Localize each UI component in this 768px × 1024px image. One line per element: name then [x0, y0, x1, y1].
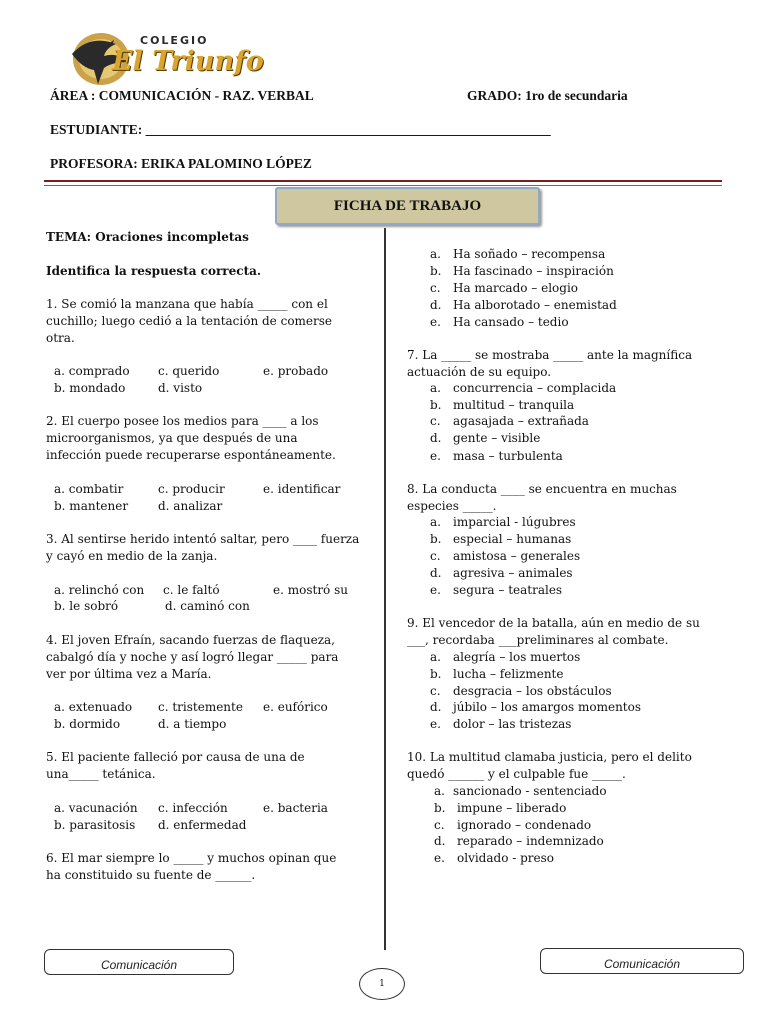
option-text: olvidado - preso [457, 851, 555, 865]
question-line: 2. El cuerpo posee los medios para ____ a los [46, 414, 319, 428]
option-letter: c. [434, 818, 445, 832]
option-text: imparcial - lúgubres [453, 515, 576, 529]
option-letter: a. [430, 381, 441, 395]
question-8 [407, 481, 677, 515]
option-letter: e. [430, 449, 441, 463]
option-text: segura – teatrales [453, 583, 563, 597]
question-6 [46, 850, 336, 884]
option-text: especial – humanas [453, 532, 572, 546]
ficha-title-box [275, 187, 540, 225]
option-letter: d. [434, 834, 446, 848]
option: c. producir [158, 482, 225, 496]
option: e. eufórico [263, 700, 328, 714]
option-text: Ha soñado – recompensa [453, 247, 606, 261]
area-label: ÁREA : COMUNICACIÓN - RAZ. VERBAL [50, 88, 314, 103]
option-text: concurrencia – complacida [453, 381, 617, 395]
header-rule-top [44, 180, 722, 182]
option-letter: a. [430, 650, 441, 664]
question-line: 5. El paciente falleció por causa de una de [46, 750, 305, 764]
question-10 [407, 749, 692, 783]
question-line: 1. Se comió la manzana que había _____ con el [46, 297, 328, 311]
option-letter: e. [430, 315, 441, 329]
footer-left-text: Comunicación [100, 958, 178, 972]
question-line: 4. El joven Efraín, sacando fuerzas de flaqueza, [46, 633, 335, 647]
question-5 [46, 749, 305, 783]
option: b. dormido [54, 717, 121, 731]
option-letter: e. [430, 583, 441, 597]
option-text: ignorado – condenado [457, 818, 592, 832]
option: b. le sobró [54, 599, 119, 613]
option-letter: c. [430, 281, 441, 295]
option: d. caminó con [165, 599, 250, 613]
option-text: agasajada – extrañada [453, 414, 589, 428]
option-letter: d. [430, 566, 442, 580]
instruction: Identifica la respuesta correcta. [46, 264, 262, 278]
option-text: impune – liberado [457, 801, 567, 815]
option-letter: d. [430, 298, 442, 312]
option-letter: b. [430, 532, 442, 546]
option-letter: a. [434, 784, 445, 798]
page-number-text: 1 [379, 979, 385, 989]
question-line: 3. Al sentirse herido intentó saltar, pero ____ fuerza [46, 532, 360, 546]
question-line: ha constituido su fuente de ______. [46, 868, 256, 882]
logo-small-text: COLEGIO [140, 34, 209, 47]
option-text: reparado – indemnizado [457, 834, 604, 848]
option: b. mondado [54, 381, 126, 395]
option: a. combatir [54, 482, 124, 496]
tema-title: TEMA: Oraciones incompletas [46, 230, 249, 244]
option: a. relinchó con [54, 583, 145, 597]
option: a. extenuado [54, 700, 133, 714]
option-letter: b. [430, 398, 442, 412]
column-divider [384, 228, 386, 950]
question-line: especies _____. [407, 499, 497, 513]
option-text: Ha cansado – tedio [453, 315, 569, 329]
logo-big-text: El Triunfo [112, 46, 264, 77]
question-line: cuchillo; luego cedió a la tentación de comerse [46, 314, 333, 328]
option-letter: c. [430, 684, 441, 698]
option-letter: c. [430, 414, 441, 428]
question-line: 8. La conducta ____ se encuentra en muchas [407, 482, 677, 496]
option-letter: e. [430, 717, 441, 731]
question-1 [46, 296, 332, 347]
footer-left-label [44, 949, 234, 975]
option: d. a tiempo [158, 717, 227, 731]
question-line: y cayó en medio de la zanja. [46, 549, 218, 563]
option-text: alegría – los muertos [453, 650, 581, 664]
option-text: Ha alborotado – enemistad [453, 298, 617, 312]
option: e. bacteria [263, 801, 328, 815]
option-text: Ha marcado – elogio [453, 281, 579, 295]
option-text: lucha – felizmente [453, 667, 564, 681]
option: a. comprado [54, 364, 130, 378]
question-line: microorganismos, ya que después de una [46, 431, 298, 445]
question-line: actuación de su equipo. [407, 365, 552, 379]
page-number [359, 968, 405, 1000]
question-line: 10. La multitud clamaba justicia, pero el delito [407, 750, 692, 764]
question-line: ver por última vez a María. [46, 667, 212, 681]
ficha-title: FICHA DE TRABAJO [333, 197, 482, 214]
question-9 [407, 615, 700, 649]
question-7 [407, 347, 692, 381]
option: c. tristemente [158, 700, 243, 714]
option-text: gente – visible [453, 431, 541, 445]
question-line: quedó ______ y el culpable fue _____. [407, 767, 626, 781]
option-text: dolor – las tristezas [453, 717, 572, 731]
option-letter: d. [430, 700, 442, 714]
option-letter: b. [434, 801, 446, 815]
grado-label: GRADO: 1ro de secundaria [467, 88, 628, 103]
option-text: agresiva – animales [453, 566, 573, 580]
question-line: 6. El mar siempre lo _____ y muchos opinan que [46, 851, 337, 865]
question-2 [46, 413, 336, 464]
option-text: desgracia – los obstáculos [453, 684, 612, 698]
option: c. le faltó [163, 583, 220, 597]
option-text: sancionado - sentenciado [453, 784, 607, 798]
option: d. visto [158, 381, 203, 395]
option: d. enfermedad [158, 818, 247, 832]
option-letter: d. [430, 431, 442, 445]
estudiante-label: ESTUDIANTE: ____________________________________________________________ [50, 122, 551, 137]
option-letter: b. [430, 264, 442, 278]
option-text: amistosa – generales [453, 549, 581, 563]
option: e. identificar [263, 482, 341, 496]
option-text: Ha fascinado – inspiración [453, 264, 614, 278]
option: a. vacunación [54, 801, 138, 815]
option-letter: c. [430, 549, 441, 563]
option-letter: b. [430, 667, 442, 681]
option: e. probado [263, 364, 329, 378]
option: b. parasitosis [54, 818, 136, 832]
option: e. mostró su [273, 583, 348, 597]
question-line: infección puede recuperarse espontáneamente. [46, 448, 336, 462]
question-line: 7. La _____ se mostraba _____ ante la magnífica [407, 348, 693, 362]
question-3 [46, 531, 359, 565]
question-line: otra. [46, 331, 75, 345]
option: d. analizar [158, 499, 223, 513]
option: b. mantener [54, 499, 129, 513]
profesora-label: PROFESORA: ERIKA PALOMINO LÓPEZ [50, 156, 312, 171]
option-text: multitud – tranquila [453, 398, 575, 412]
footer-right-label [540, 948, 744, 974]
option-letter: a. [430, 515, 441, 529]
header-rule-bottom [44, 185, 722, 186]
option-letter: a. [430, 247, 441, 261]
option: c. querido [158, 364, 220, 378]
option-text: júbilo – los amargos momentos [453, 700, 642, 714]
question-4 [46, 632, 338, 683]
question-line: ___, recordaba ___preliminares al combate. [407, 633, 669, 647]
option-text: masa – turbulenta [453, 449, 563, 463]
question-line: 9. El vencedor de la batalla, aún en medio de su [407, 616, 700, 630]
footer-right-text: Comunicación [603, 957, 681, 971]
option-letter: e. [434, 851, 445, 865]
question-line: una_____ tetánica. [46, 767, 156, 781]
question-line: cabalgó día y noche y así logró llegar _____ para [46, 650, 339, 664]
option: c. infección [158, 801, 228, 815]
